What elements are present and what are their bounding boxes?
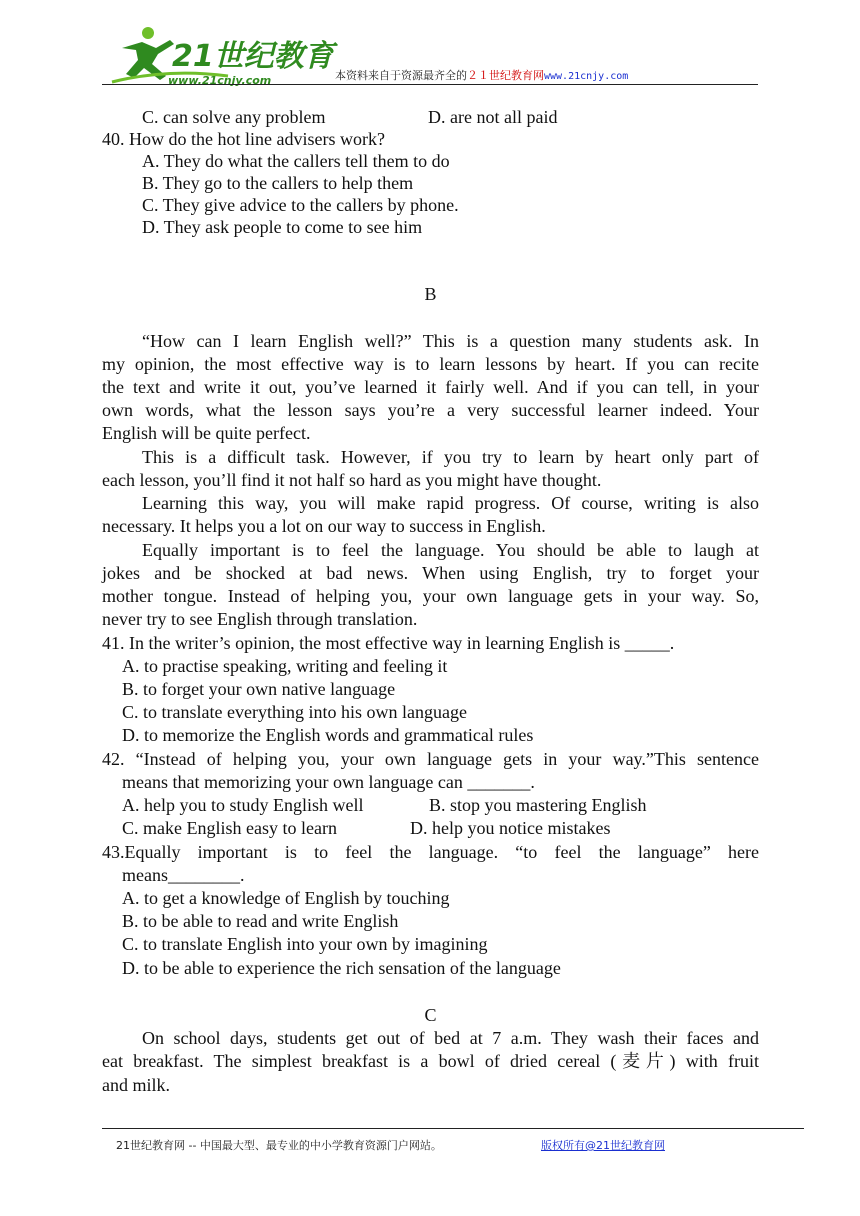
q40-option-a: A. They do what the callers tell them to do [142,151,450,171]
header-rule [102,84,758,85]
passage-b-line: Learning this way, you will make rapid progress. Of course, writing is also [142,493,759,513]
section-b-heading: B [424,284,437,304]
passage-b-line: my opinion, the most effective way is to learn lessons by heart. If you can recite [102,354,759,374]
q42-option-c: C. make English easy to learn [122,818,337,838]
q41-option-c: C. to translate everything into his own language [122,702,467,722]
header-note-url[interactable]: www.21cnjy.com [544,71,629,82]
q43-stem-cont: means________. [122,865,245,885]
passage-b-line: This is a difficult task. However, if you try to learn by heart only part of [142,447,759,467]
q43-option-a: A. to get a knowledge of English by touching [122,888,450,908]
passage-b-line: never try to see English through translation. [102,609,418,629]
q42-stem-cont: means that memorizing your own language can _______. [122,772,535,792]
q40-option-b: B. They go to the callers to help them [142,173,414,193]
passage-b-line: necessary. It helps you a lot on our way to success in English. [102,516,546,536]
passage-b-line: mother tongue. Instead of helping you, your own language gets in your way. So, [102,586,759,606]
passage-b-line: the text and write it out, you’ve learned it fairly well. And if you can tell, in your [102,377,759,397]
header-note [335,67,628,83]
q41-option-d: D. to memorize the English words and grammatical rules [122,725,534,745]
q43-option-b: B. to be able to read and write English [122,911,399,931]
q43-stem: 43.Equally important is to feel the language. “to feel the language” here [102,842,759,862]
passage-b-line: Equally important is to feel the language. You should be able to laugh at [142,540,759,560]
site-logo [108,24,334,90]
q40-stem: 40. How do the hot line advisers work? [102,129,385,149]
q40-option-d: D. They ask people to come to see him [142,217,423,237]
svg-text:www.21cnjy.com: www.21cnjy.com [168,74,272,87]
q41-option-b: B. to forget your own native language [122,679,396,699]
svg-text:21世纪教育: 21世纪教育 [172,39,334,74]
passage-c-line: On school days, students get out of bed at 7 a.m. They wash their faces and [142,1028,759,1048]
q42-stem: 42. “Instead of helping you, your own language gets in your way.”This sentence [102,749,759,769]
q39-option-c: C. can solve any problem [142,107,326,127]
q41-stem: 41. In the writer’s opinion, the most effective way in learning English is _____. [102,633,675,653]
q40-option-c: C. They give advice to the callers by phone. [142,195,459,215]
passage-c-line: eat breakfast. The simplest breakfast is a bowl of dried cereal (麦片) with fruit [102,1051,759,1071]
q39-option-d: D. are not all paid [428,107,558,127]
passage-c-line: and milk. [102,1075,170,1095]
section-c-heading: C [424,1005,437,1025]
q43-option-d: D. to be able to experience the rich sensation of the language [122,958,561,978]
q42-option-b: B. stop you mastering English [429,795,647,815]
passage-b-line: English will be quite perfect. [102,423,311,443]
footer-copyright-link[interactable]: 版权所有@21世纪教育网 [541,1139,665,1152]
q43-option-c: C. to translate English into your own by imagining [122,934,488,954]
passage-b-line: own words, what the lesson says you’re a very successful learner indeed. Your [102,400,759,420]
passage-b-line: “How can I learn English well?” This is a question many students ask. In [142,331,759,351]
q42-option-d: D. help you notice mistakes [410,818,611,838]
footer-rule [102,1128,804,1129]
header-note-site: ２１世纪教育网 [467,69,544,82]
q42-option-a: A. help you to study English well [122,795,364,815]
footer-text: 21世纪教育网 -- 中国最大型、最专业的中小学教育资源门户网站。 [116,1139,442,1152]
q41-option-a: A. to practise speaking, writing and feeling it [122,656,448,676]
passage-b-line: each lesson, you’ll find it not half so hard as you might have thought. [102,470,602,490]
header-note-text: 本资料来自于资源最齐全的 [335,69,467,82]
passage-b-line: jokes and be shocked at bad news. When using English, try to forget your [102,563,759,583]
